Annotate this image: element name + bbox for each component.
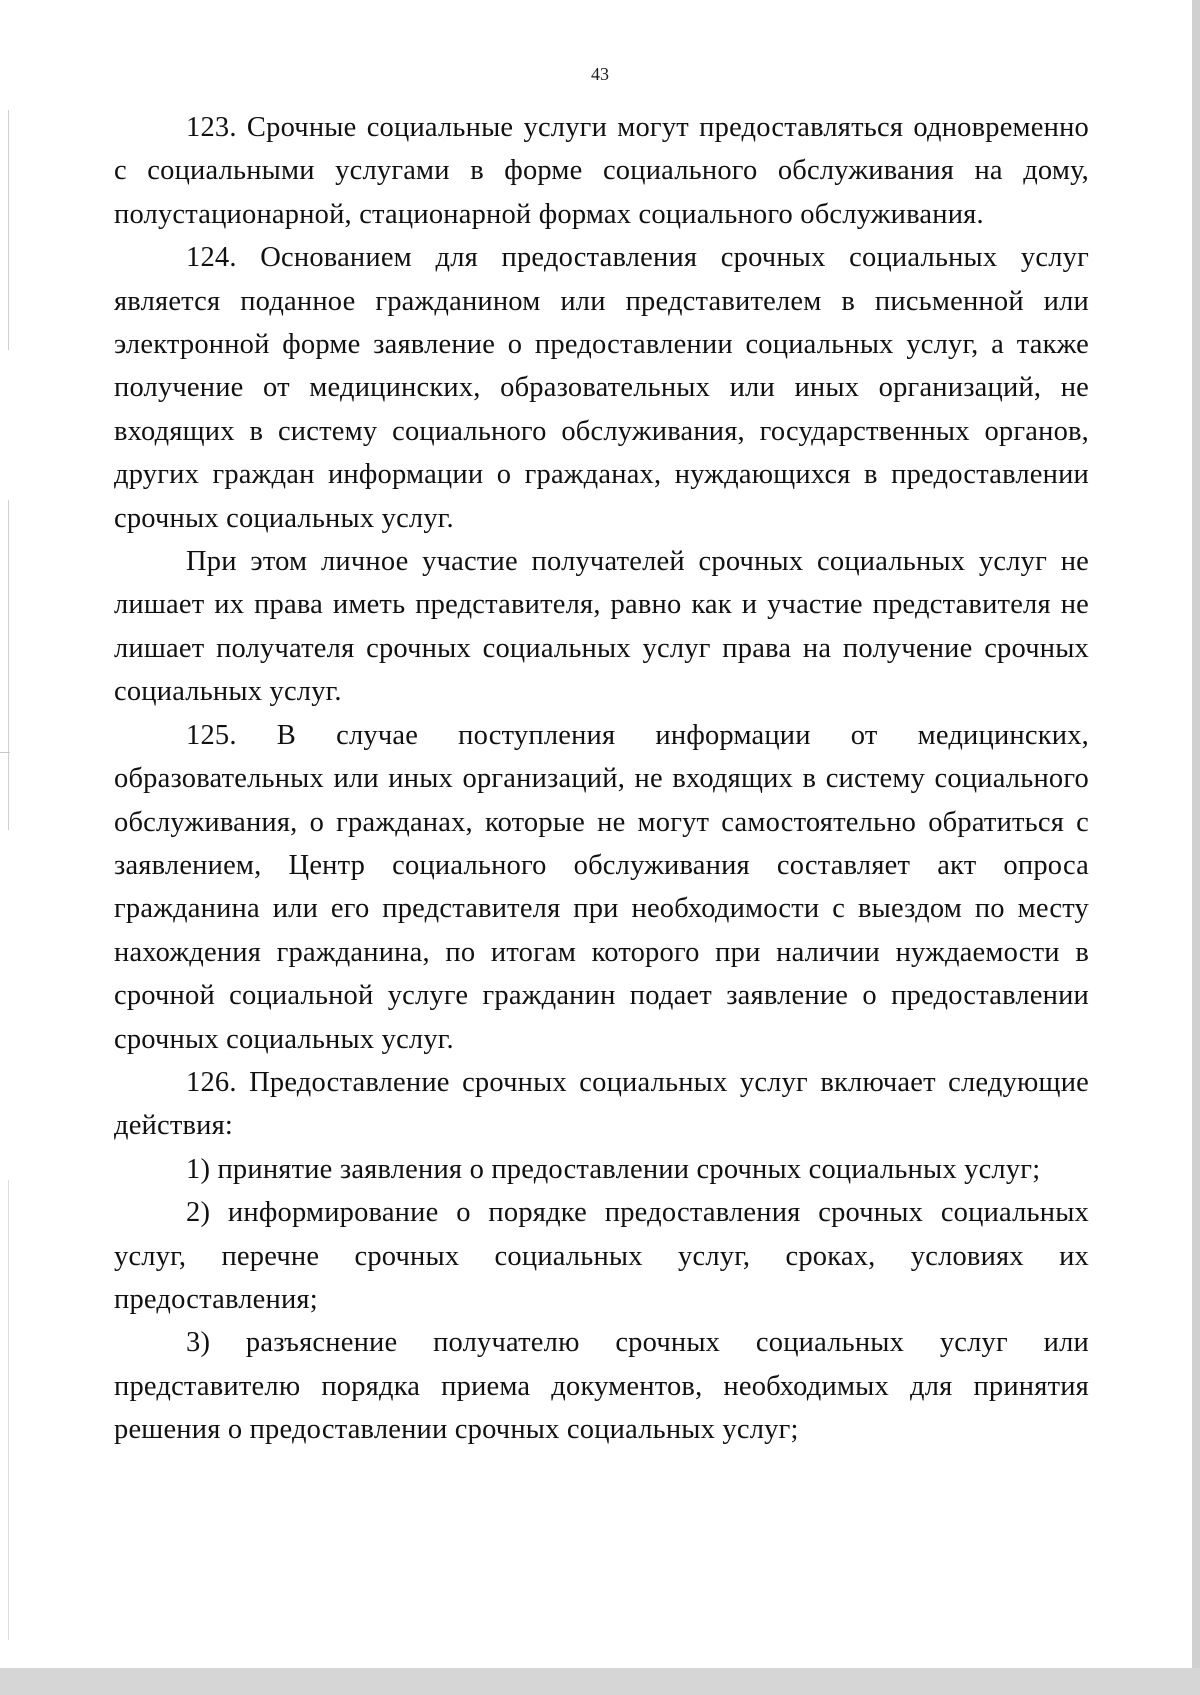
paragraph-124: 124. Основанием для предоставления срочных социальных услуг является поданное гражданином или представителем в письменной или электронной форме заявление о предоставлении социальных услуг, а также получение от медицинских, образовательных или иных организаций, не входящих в систему социального обслуживания, государственных органов, других граждан информации о гражданах, нуждающихся в предоставлении срочных социальных услуг. bbox=[114, 242, 1089, 534]
scan-border-bottom bbox=[0, 1668, 1200, 1695]
list-item-3: 3) разъяснение получателю срочных социальных услуг или представителю порядка приема документов, необходимых для принятия решения о предоставлении срочных социальных услуг; bbox=[114, 1327, 1089, 1446]
paragraph-125: 125. В случае поступления информации от медицинских, образовательных или иных организаций, не входящих в систему социального обслуживания, о гражданах, которые не могут самостоятельно обратиться с заявлением, Центр социального обслуживания составляет акт опроса гражданина или его представителя при необходимости с выездом по месту нахождения гражданина, по итогам которого при наличии нуждаемости в срочной социальной услуге гражданин подает заявление о предоставлении срочных социальных услуг. bbox=[114, 719, 1089, 1055]
paragraph-126: 126. Предоставление срочных социальных услуг включает следующие действия: bbox=[114, 1066, 1089, 1142]
paragraph-123: 123. Срочные социальные услуги могут предоставляться одновременно с социальными услугами в форме социального обслуживания на дому, полустационарной, стационарной формах социального обслуживания. bbox=[114, 112, 1089, 230]
paragraph-124-note: При этом личное участие получателей срочных социальных услуг не лишает их права иметь представителя, равно как и участие представителя не лишает получателя срочных социальных услуг права на получение срочных социальных услуг. bbox=[114, 546, 1089, 708]
scan-edge-line bbox=[8, 500, 9, 830]
scan-edge-line bbox=[8, 1180, 9, 1640]
document-body bbox=[114, 106, 1089, 1452]
list-item-2: 2) информирование о порядке предоставления срочных социальных услуг, перечне срочных социальных услуг, сроках, условиях их предоставления; bbox=[114, 1197, 1089, 1315]
scan-edge-line bbox=[8, 110, 9, 350]
page-number: 43 bbox=[591, 64, 609, 84]
scan-edge-mark bbox=[0, 752, 10, 753]
scan-border-right bbox=[1192, 0, 1200, 1695]
list-item-1: 1) принятие заявления о предоставлении срочных социальных услуг; bbox=[186, 1153, 1041, 1185]
